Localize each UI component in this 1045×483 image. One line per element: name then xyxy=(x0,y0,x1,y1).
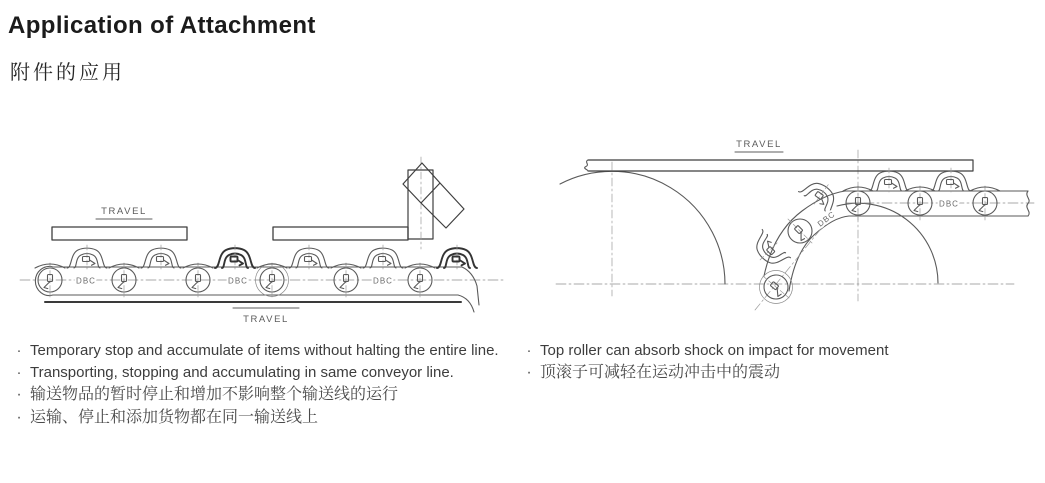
chain-bottom-edge xyxy=(53,295,474,312)
note-item xyxy=(8,407,500,429)
note-text: 运输、停止和添加货物都在同一输送线上 xyxy=(30,409,319,426)
notes-left xyxy=(8,340,500,430)
note-text: Temporary stop and accumulate of items without halting the entire line. xyxy=(30,342,499,359)
chain-break-line xyxy=(1027,191,1029,216)
attachment-highlighted xyxy=(215,245,255,269)
bullet-dot: · xyxy=(16,342,22,359)
dbc-label: DBC xyxy=(76,276,96,286)
right-conveyor-diagram xyxy=(556,139,1034,310)
dbc-label: DBC xyxy=(373,276,393,286)
carried-item-plate xyxy=(588,160,973,171)
large-drum-arc xyxy=(560,171,725,284)
note-text: Transporting, stopping and accumulating in same conveyor line. xyxy=(30,364,454,381)
bullet-dot: · xyxy=(526,364,532,381)
bullet-dot: · xyxy=(526,342,532,359)
note-item xyxy=(518,340,1040,361)
carried-item-plate xyxy=(52,227,187,240)
chain-right-end xyxy=(462,267,479,305)
note-text: 顶滚子可减轻在运动冲击中的震动 xyxy=(540,364,781,381)
bullet-dot: · xyxy=(16,409,22,426)
incline-inner-edge xyxy=(789,216,849,291)
note-item xyxy=(8,384,500,406)
stop-post xyxy=(408,170,433,239)
bullet-dot: · xyxy=(16,386,22,403)
note-item xyxy=(518,362,1040,384)
page-subtitle-zh: 附件的应用 xyxy=(10,62,125,84)
shock-absorbing-top-roller xyxy=(755,267,796,307)
dbc-label: DBC xyxy=(939,199,959,209)
travel-label: TRAVEL xyxy=(736,139,782,150)
note-item xyxy=(8,340,500,361)
notes-right xyxy=(518,340,1040,385)
note-item xyxy=(8,362,500,383)
travel-label: TRAVEL xyxy=(243,314,289,325)
bullet-dot: · xyxy=(16,364,22,381)
travel-label: TRAVEL xyxy=(101,206,147,217)
plate-break-line xyxy=(585,160,588,171)
dbc-label: DBC xyxy=(815,209,838,229)
note-text: 输送物品的暂时停止和增加不影响整个输送线的运行 xyxy=(30,386,399,403)
note-text: Top roller can absorb shock on impact for movement xyxy=(540,342,889,359)
page-title: Application of Attachment xyxy=(8,12,316,39)
left-conveyor-diagram xyxy=(20,157,505,325)
attachment-highlighted xyxy=(437,245,477,269)
carried-item-plate xyxy=(273,227,408,240)
dbc-label: DBC xyxy=(228,276,248,286)
